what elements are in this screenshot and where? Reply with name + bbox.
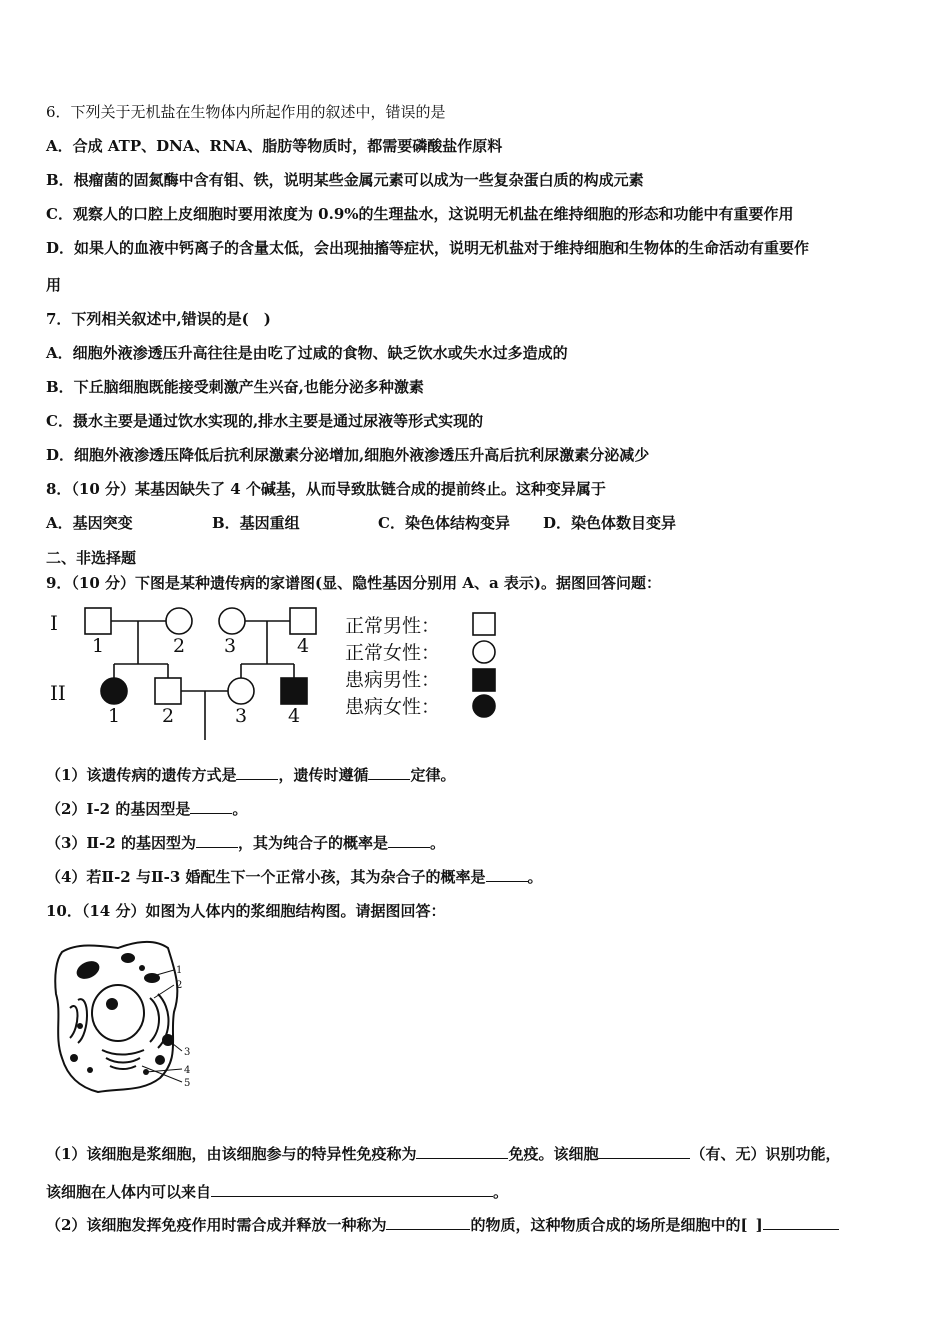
q6-option-d-cont: 用 (46, 276, 62, 294)
plasma-cell-diagram (50, 938, 200, 1098)
q8-stem: 8．（10 分）某基因缺失了 4 个碱基，从而导致肽链合成的提前终止。这种变异属于 (46, 480, 606, 498)
pedigree-num-I2: 2 (172, 635, 186, 657)
legend-affected-male: 患病男性： (345, 669, 441, 691)
pedigree-num-I3: 3 (223, 635, 237, 657)
q10-sub1: （1）该细胞是浆细胞，由该细胞参与的特异性免疫称为 免疫。该细胞 （有、无）识别功能， (46, 1145, 841, 1163)
answer-blank[interactable] (486, 867, 528, 882)
legend-normal-female: 正常女性： (345, 642, 441, 664)
q9-sub2: （2）Ⅰ-2 的基因型是 。 (46, 800, 248, 818)
nucleus-icon (92, 985, 144, 1041)
q7-option-b: B．下丘脑细胞既能接受刺激产生兴奋,也能分泌多种激素 (46, 378, 424, 396)
q8-option-b: B．基因重组 (212, 514, 300, 532)
legend-affected-female: 患病女性： (345, 696, 441, 718)
pedigree-num-II2: 2 (161, 705, 175, 727)
answer-blank[interactable] (416, 1144, 508, 1159)
pedigree-num-II3: 3 (234, 705, 248, 727)
pedigree-num-II4: 4 (287, 705, 301, 727)
answer-blank[interactable] (598, 1144, 690, 1159)
answer-blank[interactable] (388, 833, 430, 848)
q10-stem: 10．（14 分）如图为人体内的浆细胞结构图。请据图回答： (46, 902, 446, 920)
legend-square-icon (473, 613, 495, 635)
answer-blank[interactable] (190, 799, 232, 814)
legend-normal-male: 正常男性： (345, 615, 441, 637)
answer-blank[interactable] (763, 1215, 839, 1230)
q9-sub1: （1）该遗传病的遗传方式是 ，遗传时遵循 定律。 (46, 766, 456, 784)
q9-sub4: （4）若Ⅱ-2 与Ⅱ-3 婚配生下一个正常小孩，其为杂合子的概率是 。 (46, 868, 543, 886)
pedigree-I4-normal-male (290, 608, 316, 634)
nucleolus-icon (106, 998, 118, 1010)
pedigree-num-I4: 4 (296, 635, 310, 657)
pedigree-I3-normal-female (219, 608, 245, 634)
pedigree-num-I1: 1 (91, 635, 105, 657)
pedigree-II4-affected-male (281, 678, 307, 704)
q6-option-a: A．合成 ATP、DNA、RNA、脂肪等物质时，都需要磷酸盐作原料 (46, 137, 503, 155)
vesicle-icon (121, 953, 135, 963)
q10-sub2: （2）该细胞发挥免疫作用时需合成并释放一种称为 的物质，这种物质合成的场所是细胞中的[ ] (46, 1215, 839, 1235)
pedigree-II2-normal-male (155, 678, 181, 704)
pedigree-I2-normal-female (166, 608, 192, 634)
q7-option-a: A．细胞外液渗透压升高往往是由吃了过咸的食物、缺乏饮水或失水过多造成的 (46, 344, 568, 362)
answer-blank[interactable] (211, 1182, 493, 1197)
pedigree-I1-normal-male (85, 608, 111, 634)
answer-blank[interactable] (196, 833, 238, 848)
q7-option-c: C．摄水主要是通过饮水实现的,排水主要是通过尿液等形式实现的 (46, 412, 484, 430)
cell-label-2: 2 (176, 980, 183, 991)
q7-option-d: D．细胞外液渗透压降低后抗利尿激素分泌增加,细胞外液渗透压升高后抗利尿激素分泌减少 (46, 446, 650, 464)
section-heading: 二、非选择题 (46, 549, 137, 567)
q6-option-d: D．如果人的血液中钙离子的含量太低，会出现抽搐等症状，说明无机盐对于维持细胞和生物体的生命活动有重要作 (46, 239, 810, 257)
answer-blank[interactable] (236, 765, 278, 780)
answer-blank[interactable] (368, 765, 410, 780)
q6-stem: 6．下列关于无机盐在生物体内所起作用的叙述中，错误的是 (46, 103, 446, 121)
answer-blank[interactable] (386, 1215, 470, 1230)
q8-option-d: D．染色体数目变异 (543, 514, 677, 532)
generation-label-1: I (50, 611, 58, 635)
q10-sub1-cont: 该细胞在人体内可以来自 。 (46, 1183, 509, 1201)
cell-label-4: 4 (184, 1065, 191, 1076)
pedigree-num-II1: 1 (107, 705, 121, 727)
q6-option-c: C．观察人的口腔上皮细胞时要用浓度为 0.9%的生理盐水，这说明无机盐在维持细胞的形态和功能中有重要作用 (46, 205, 794, 223)
pedigree-II3-normal-female (228, 678, 254, 704)
cell-label-5: 5 (184, 1078, 191, 1089)
q8-option-c: C．染色体结构变异 (378, 514, 510, 532)
cell-label-1: 1 (176, 965, 183, 976)
q8-option-a: A．基因突变 (46, 514, 133, 532)
q9-sub3: （3）Ⅱ-2 的基因型为 ，其为纯合子的概率是 。 (46, 834, 445, 852)
cell-label-3: 3 (184, 1047, 191, 1058)
q9-stem: 9．（10 分）下图是某种遗传病的家谱图(显、隐性基因分别用 A、a 表示)。据图回答问题： (46, 574, 662, 592)
generation-label-2: II (50, 681, 66, 705)
legend-filled-circle-icon (473, 695, 495, 717)
pedigree-II1-affected-female (101, 678, 127, 704)
pedigree-diagram (40, 600, 510, 745)
legend-filled-square-icon (473, 669, 495, 691)
q7-stem: 7．下列相关叙述中,错误的是( ) (46, 310, 271, 328)
q6-option-b: B．根瘤菌的固氮酶中含有钼、铁，说明某些金属元素可以成为一些复杂蛋白质的构成元素 (46, 171, 644, 189)
legend-circle-icon (473, 641, 495, 663)
